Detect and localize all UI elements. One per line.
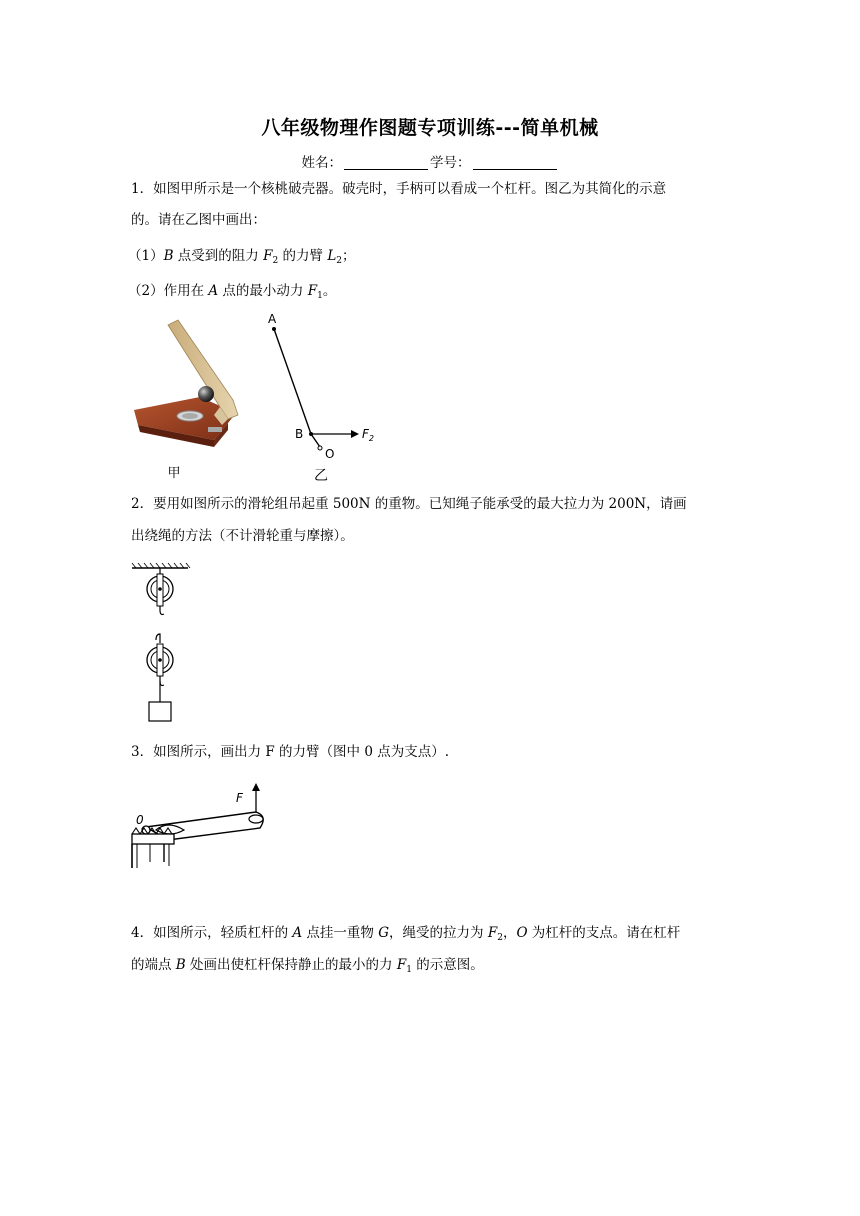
point-a-label: A (268, 312, 277, 326)
weight-block (149, 702, 171, 721)
base-block (132, 834, 174, 844)
q1-line1: 1．如图甲所示是一个核桃破壳器。破壳时，手柄可以看成一个杠杆。图乙为其简化的示意 (131, 181, 667, 197)
lever-arm (274, 329, 311, 434)
q4-line1: 4．如图所示，轻质杠杆的 A 点挂一重物 G，绳受的拉力为 $F_2$，O 为杠杆的支点。请在杠杆 (131, 925, 681, 943)
fig-label-jia: 甲 (167, 466, 181, 481)
q1-sub1: （1）B 点受到的阻力 $F_2$ 的力臂 $L_2$； (128, 248, 356, 266)
page-title: 八年级物理作图题专项训练---简单机械 (261, 117, 599, 139)
name-blank[interactable] (344, 155, 428, 170)
force-f2-label: $F_2$ (362, 427, 374, 443)
lever-diagram (258, 305, 388, 485)
student-info-line (0, 151, 860, 171)
force-f-label: F (236, 791, 243, 805)
point-o-label: O (325, 447, 335, 461)
q2-line2: 出绕绳的方法（不计滑轮重与摩擦）。 (131, 528, 354, 544)
fixed-pulley (147, 568, 173, 615)
q4-line2: 的端点 B 处画出使杠杆保持静止的最小的力 $F_1$ 的示意图。 (131, 957, 484, 975)
point-o (318, 446, 322, 450)
pivot-o-label: 0 (136, 813, 144, 827)
name-label: 姓名： (301, 155, 342, 171)
point-b-label: B (295, 427, 304, 441)
q1-line2: 的。请在乙图中画出： (131, 212, 266, 228)
pulley-system (128, 560, 198, 725)
q1-sub2: （2）作用在 A 点的最小动力 $F_1$。 (128, 283, 337, 301)
point-a (272, 327, 276, 331)
q3-lever-figure (128, 782, 278, 877)
q3-line1: 3．如图所示，画出力 F 的力臂（图中 0 点为支点）. (131, 744, 450, 760)
q2-line1: 2．要用如图所示的滑轮组吊起重 500N 的重物。已知绳子能承受的最大拉力为 200N，请画 (131, 496, 687, 512)
nutcracker-photo (128, 315, 248, 485)
lever-short-arm (311, 434, 320, 447)
id-label: 学号： (430, 155, 471, 171)
id-blank[interactable] (473, 155, 557, 170)
fig-label-yi: 乙 (314, 468, 328, 484)
movable-pulley (147, 634, 173, 702)
